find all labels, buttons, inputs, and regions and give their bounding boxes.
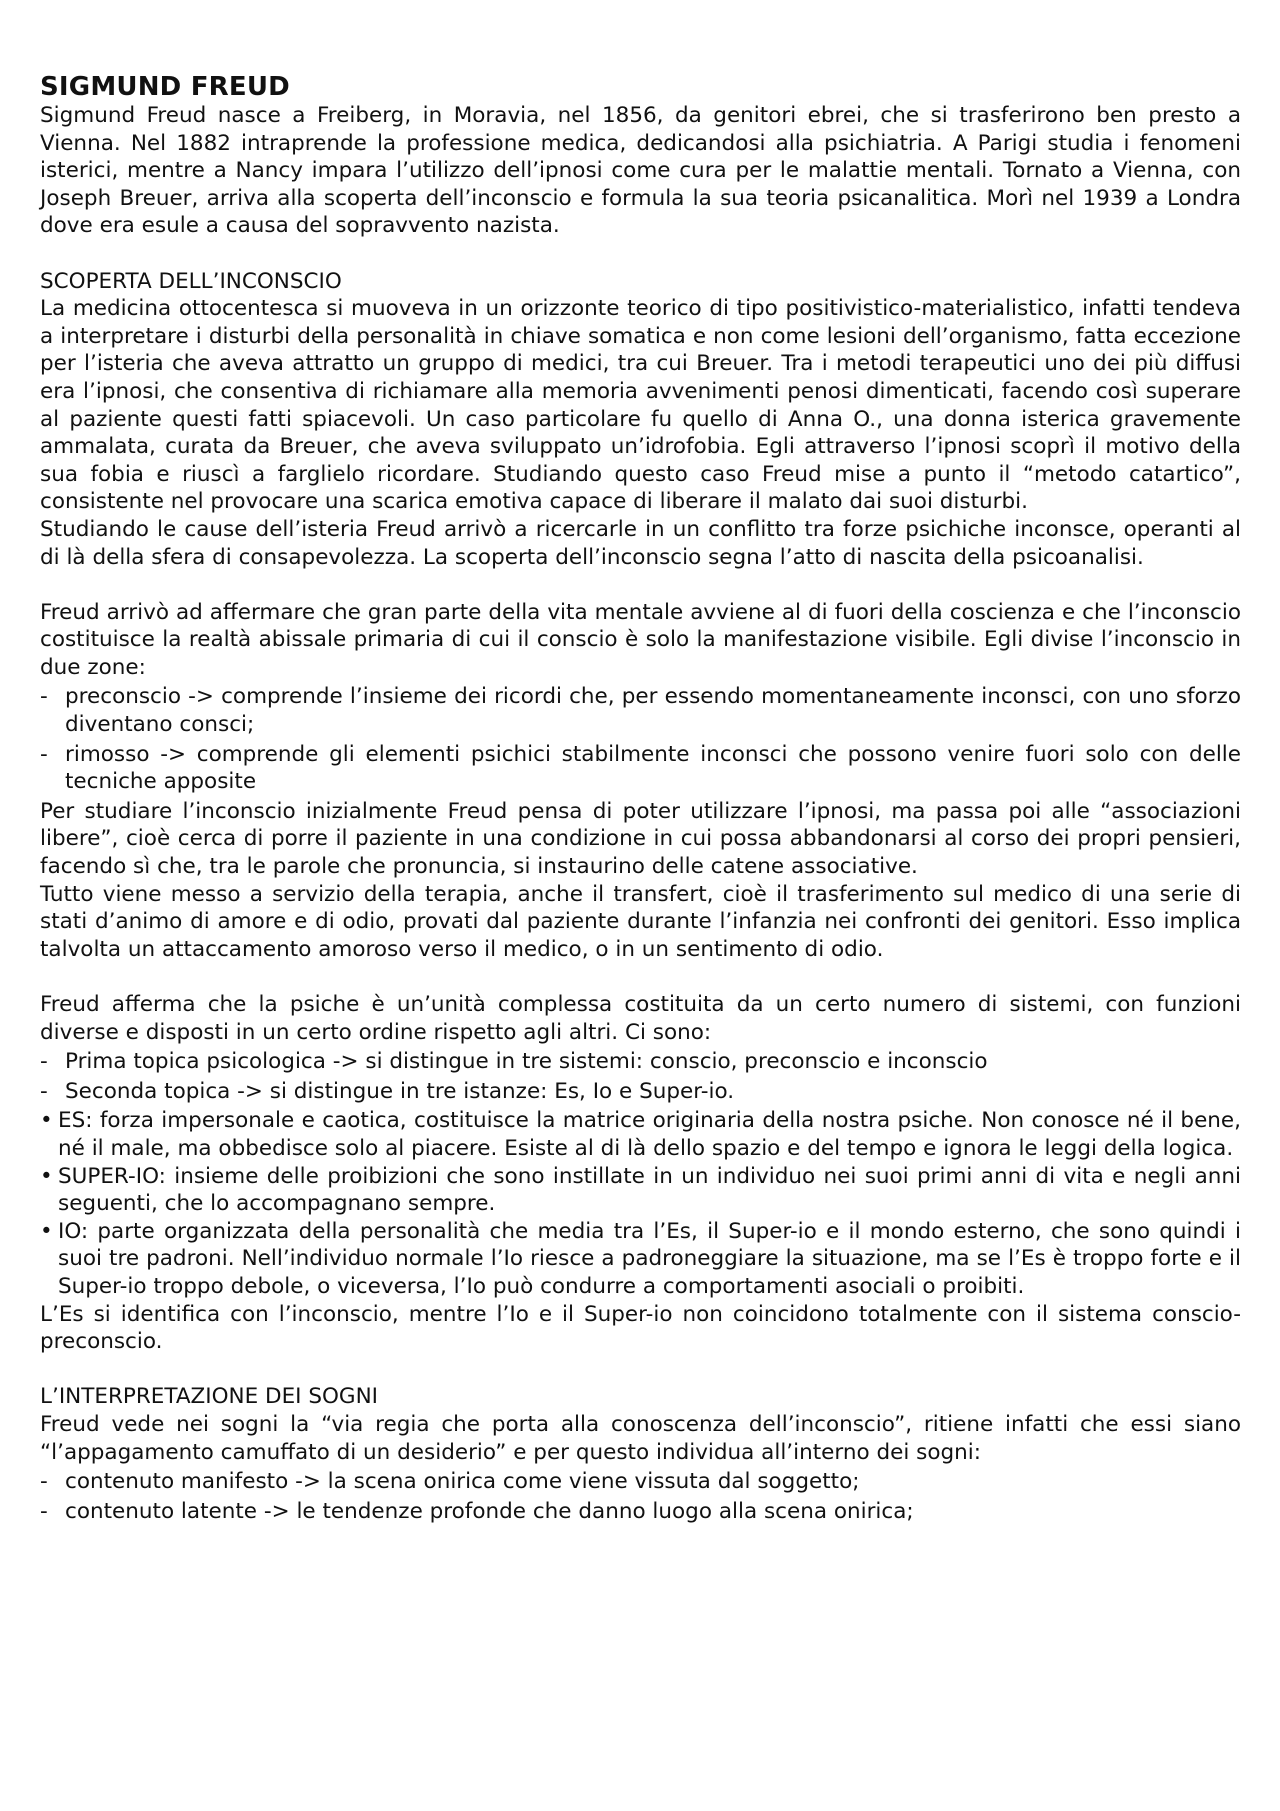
list-item: - contenuto latente -> le tendenze profonde che danno luogo alla scena onirica;	[40, 1498, 1241, 1526]
list-item: • SUPER-IO: insieme delle proibizioni che sono instillate in un individuo nei suoi primi anni di vita e negli anni seguenti, che lo accompagnano sempre.	[40, 1163, 1241, 1218]
spacer	[40, 963, 1241, 991]
paragraph: La medicina ottocentesca si muoveva in un orizzonte teorico di tipo positivistico-materialistico, infatti tendeva a interpretare i disturbi della personalità in chiave somatica e non come lesioni dell’organismo, fatta eccezione per l’isteria che aveva attratto un gruppo di medici, tra cui Breuer. Tra i metodi terapeutici uno dei più diffusi era l’ipnosi, che consentiva di richiamare alla memoria avvenimenti penosi dimenticati, facendo così superare al paziente questi fatti spiacevoli. Un caso particolare fu quello di Anna O., una donna isterica gravemente ammalata, curata da Breuer, che aveva sviluppato un’idrofobia. Egli attraverso l’ipnosi scoprì il motivo della sua fobia e riuscì a farglielo ricordare. Studiando questo caso Freud mise a punto il “metodo catartico”, consistente nel provocare una scarica emotiva capace di liberare il malato dai suoi disturbi.	[40, 296, 1241, 515]
list-item: - contenuto manifesto -> la scena onirica come viene vissuta dal soggetto;	[40, 1468, 1241, 1496]
paragraph: Freud arrivò ad affermare che gran parte della vita mentale avviene al di fuori della coscienza e che l’inconscio costituisce la realtà abissale primaria di cui il conscio è solo la manifestazione visibile. Egli divise l’inconscio in due zone:	[40, 599, 1241, 680]
zones-list	[40, 683, 1241, 795]
paragraph: Tutto viene messo a servizio della terapia, anche il transfert, cioè il trasferimento sul medico di una serie di stati d’animo di amore e di odio, provati dal paziente durante l’infanzia nei confronti dei genitori. Esso implica talvolta un attaccamento amoroso verso il medico, o in un sentimento di odio.	[40, 881, 1241, 962]
list-item: - Seconda topica -> si distingue in tre istanze: Es, Io e Super-io.	[40, 1078, 1241, 1106]
paragraph: Freud vede nei sogni la “via regia che porta alla conoscenza dell’inconscio”, ritiene infatti che essi siano “l’appagamento camuffato di un desiderio” e per questo individua all’interno dei sogni:	[40, 1411, 1241, 1465]
list-item: - Prima topica psicologica -> si distingue in tre sistemi: conscio, preconscio e inconscio	[40, 1048, 1241, 1076]
topics-list	[40, 1048, 1241, 1105]
document-title: SIGMUND FREUD	[40, 72, 290, 102]
list-item: - preconscio -> comprende l’insieme dei ricordi che, per essendo momentaneamente inconsci, con uno sforzo diventano consci;	[40, 683, 1241, 738]
list-item: • ES: forza impersonale e caotica, costituisce la matrice originaria della nostra psiche. Non conosce né il bene, né il male, ma obbedisce solo al piacere. Esiste al di là dello spazio e del tempo e ignora le leggi della logica.	[40, 1107, 1241, 1162]
section-heading-sogni: L’INTERPRETAZIONE DEI SOGNI	[40, 1384, 379, 1410]
paragraph: L’Es si identifica con l’inconscio, mentre l’Io e il Super-io non coincidono totalmente con il sistema conscio-preconscio.	[40, 1301, 1241, 1355]
spacer	[40, 571, 1241, 599]
intro-paragraph: Sigmund Freud nasce a Freiberg, in Moravia, nel 1856, da genitori ebrei, che si trasferirono ben presto a Vienna. Nel 1882 intraprende la professione medica, dedicandosi alla psichiatria. A Parigi studia i fenomeni isterici, mentre a Nancy impara l’utilizzo dell’ipnosi come cura per le malattie mentali. Tornato a Vienna, con Joseph Breuer, arriva alla scoperta dell’inconscio e formula la sua teoria psicanalitica. Morì nel 1939 a Londra dove era esule a causa del sopravvento nazista.	[40, 103, 1241, 239]
paragraph: Studiando le cause dell’isteria Freud arrivò a ricercarle in un conflitto tra forze psichiche inconsce, operanti al di là della sfera di consapevolezza. La scoperta dell’inconscio segna l’atto di nascita della psicoanalisi.	[40, 516, 1241, 570]
instances-list	[40, 1107, 1241, 1300]
spacer	[40, 1356, 1241, 1384]
section-heading-inconscio: SCOPERTA DELL’INCONSCIO	[40, 268, 342, 294]
paragraph: Per studiare l’inconscio inizialmente Freud pensa di poter utilizzare l’ipnosi, ma passa poi alle “associazioni libere”, cioè cerca di porre il paziente in una condizione in cui possa abbandonarsi al corso dei propri pensieri, facendo sì che, tra le parole che pronuncia, si instaurino delle catene associative.	[40, 798, 1241, 880]
dream-content-list	[40, 1468, 1241, 1525]
spacer	[40, 240, 1241, 268]
list-item: • IO: parte organizzata della personalità che media tra l’Es, il Super-io e il mondo esterno, che sono quindi i suoi tre padroni. Nell’individuo normale l’Io riesce a padroneggiare la situazione, ma se l’Es è troppo forte e il Super-io troppo debole, o viceversa, l’Io può condurre a comportamenti asociali o proibiti.	[40, 1218, 1241, 1301]
list-item: - rimosso -> comprende gli elementi psichici stabilmente inconsci che possono venire fuori solo con delle tecniche apposite	[40, 741, 1241, 796]
paragraph: Freud afferma che la psiche è un’unità complessa costituita da un certo numero di sistemi, con funzioni diverse e disposti in un certo ordine rispetto agli altri. Ci sono:	[40, 992, 1241, 1045]
